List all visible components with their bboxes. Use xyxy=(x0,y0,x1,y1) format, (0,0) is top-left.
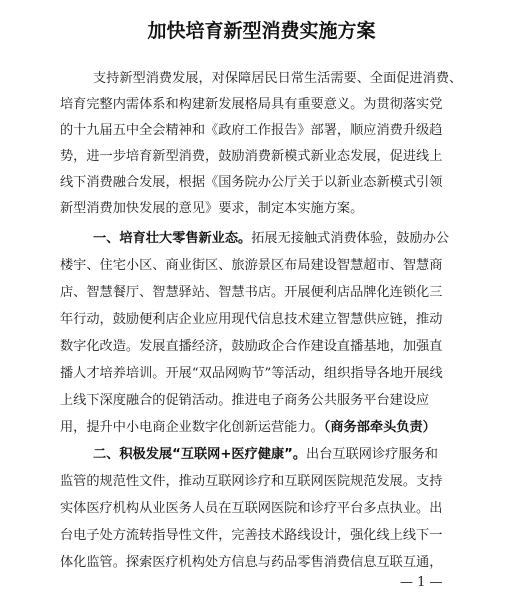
section-2-first-line-text: 出台互联网诊疗服务和 xyxy=(306,447,438,462)
intro-line-5: 线下消费融合发展，根据《国务院办公厅关于以新业态新模式引领 xyxy=(60,175,443,190)
section-2-first-line xyxy=(93,446,438,464)
section-1-last-line-text: 用，提升中小电商企业数字化创新运营能力。 xyxy=(60,420,324,435)
section-1-line-2: 楼宇、住宅小区、商业街区、旅游景区布局建设智慧超市、智慧商 xyxy=(60,258,443,273)
intro-line-3: 的十九届五中全会精神和《政府工作报告》部署，顺应消费升级趋 xyxy=(60,123,443,138)
section-1-line-7: 上线下深度融合的促销活动。推进电子商务公共服务平台建设应 xyxy=(60,393,430,408)
section-2-line-3: 实体医疗机构从业医务人员在互联网医院和诊疗平台多点执业。出 xyxy=(60,501,443,516)
intro-line-4: 势，进一步培育新型消费，鼓励消费新模式新业态发展，促进线上 xyxy=(60,149,443,164)
section-1-heading: 一、培育壮大零售新业态。 xyxy=(93,231,252,246)
section-1-responsible: （商务部牵头负责） xyxy=(323,420,436,435)
intro-line-2: 培育完整内需体系和构建新发展格局具有重要意义。为贯彻落实党 xyxy=(60,97,443,112)
section-1-line-6: 播人才培养培训。开展“双品网购节”等活动，组织指导各地开展线 xyxy=(60,366,443,381)
section-1-line-5: 数字化改造。发展直播经济，鼓励政企合作建设直播基地，加强直 xyxy=(60,339,443,354)
section-1-first-line xyxy=(93,230,449,248)
intro-line-6: 新型消费加快发展的意见》要求，制定本实施方案。 xyxy=(60,201,364,216)
section-1-line-3: 店、智慧餐厅、智慧驿站、智慧书店。开展便利店品牌化连锁化三 xyxy=(60,285,443,300)
page-number: — 1 — xyxy=(400,575,443,590)
document-title: 加快培育新型消费实施方案 xyxy=(147,20,376,42)
section-2-line-2: 监管的规范性文件，推动互联网诊疗和互联网医院规范发展。支持 xyxy=(60,474,443,489)
section-1-first-line-text: 拓展无接触式消费体验，鼓励办公 xyxy=(251,231,450,246)
section-1-line-4: 年行动，鼓励便利店企业应用现代信息技术建立智慧供应链，推动 xyxy=(60,312,443,327)
section-2-line-5: 体化监管。探索医疗机构处方信息与药品零售消费信息互联互通， xyxy=(60,555,443,570)
section-2-line-4: 台电子处方流转指导性文件，完善技术路线设计，强化线上线下一 xyxy=(60,528,443,543)
section-2-heading: 二、积极发展“互联网+医疗健康”。 xyxy=(93,447,307,462)
intro-line-1: 支持新型消费发展，对保障居民日常生活需要、全面促进消费、 xyxy=(93,71,463,86)
section-1-line-8 xyxy=(60,419,436,437)
